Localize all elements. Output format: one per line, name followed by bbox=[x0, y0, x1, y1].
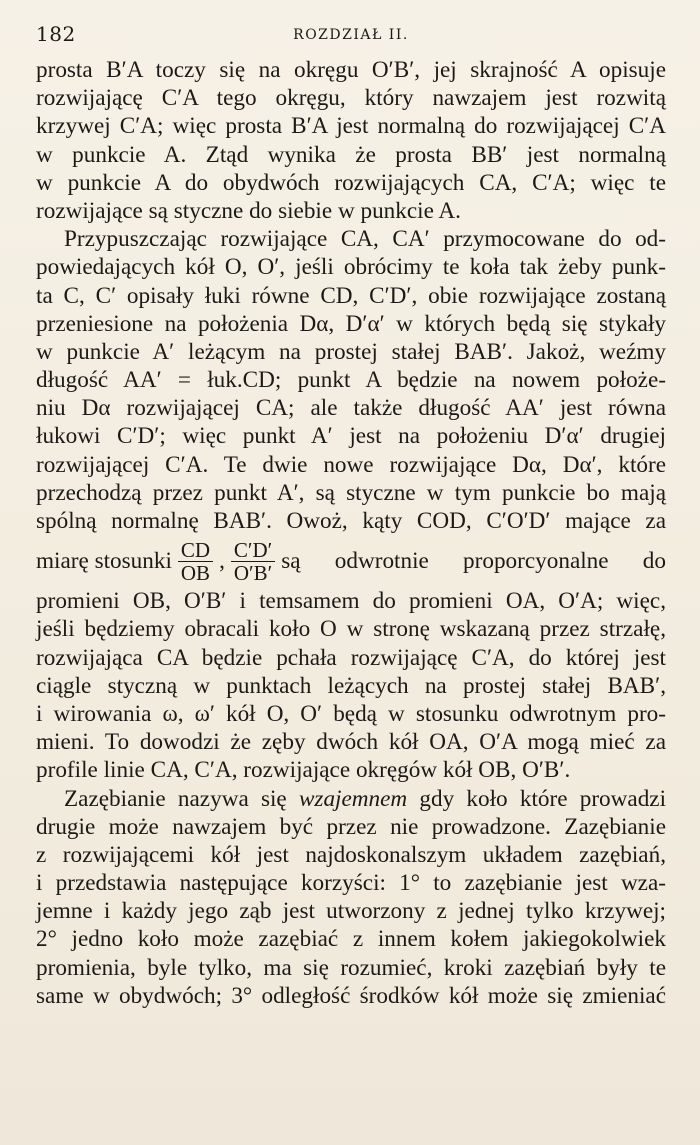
fraction-c1d1-o1b1 bbox=[231, 539, 275, 584]
text-line: same w obydwóch; 3° odległość środków kół może się zmieniać bbox=[36, 982, 666, 1009]
text-line: w punkcie A′ leżącym na prostej stałej BAB′. Jakoż, weźmy bbox=[36, 338, 666, 365]
emphasis-term: wzajemnem bbox=[298, 785, 408, 812]
text-line: promieni OB, O′B′ i temsamem do promieni OA, O′A; więc, bbox=[36, 588, 666, 615]
fraction-cd-ob bbox=[178, 539, 213, 584]
fraction-numerator: C′D′ bbox=[233, 537, 273, 562]
text-line: prosta B′A toczy się na okręgu O′B′, jej skrajność A opisuje bbox=[36, 57, 666, 83]
running-head: ROZDZIAŁ II. bbox=[293, 27, 409, 43]
text-line: spólną normalnę BAB′. Owoż, kąty COD, C′O′D′ mające za bbox=[36, 508, 666, 534]
text-line: długość AA′ = łuk.CD; punkt A będzie na nowem położe- bbox=[36, 367, 666, 394]
text-line: 2° jedno koło może zazębiać z innem kołem jakiegokolwiek bbox=[36, 926, 666, 953]
text-line: rozwijającej C′A. Te dwie nowe rozwijające Dα, Dα′, które bbox=[36, 451, 666, 478]
text-line: mieni. To dowodzi że zęby dwóch kół OA, O′A mogą mieć za bbox=[36, 729, 666, 756]
fraction-line-lead: miarę stosunki bbox=[36, 548, 172, 575]
text-fragment: Zazębianie nazywa się bbox=[64, 785, 287, 812]
fraction-line-tail: są odwrotnie proporcyonalne do bbox=[281, 548, 666, 575]
text-line: rozwijająca CA będzie pchała rozwijającę C′A, do której jest bbox=[36, 644, 666, 671]
text-line: i przedstawia następujące korzyści: 1° to zazębianie jest wza- bbox=[36, 870, 666, 897]
text-line: krzywej C′A; więc prosta B′A jest normalną do rozwijającej C′A bbox=[36, 113, 666, 140]
text-line: łukowi C′D′; więc punkt A′ jest na położeniu D′α′ drugiej bbox=[36, 423, 666, 450]
body-text bbox=[36, 56, 666, 1010]
text-line: jemne i każdy jego ząb jest utworzony z jednej tylko krzywej; bbox=[36, 898, 666, 925]
text-line: przeniesione na położenia Dα, D′α′ w których będą się stykały bbox=[36, 310, 666, 337]
text-line: ciągle styczną w punktach leżących na prostej stałej BAB′, bbox=[36, 672, 666, 699]
fraction-line bbox=[36, 535, 666, 587]
text-line: i wirowania ω, ω′ kół O, O′ będą w stosunku odwrotnym pro- bbox=[36, 700, 666, 727]
text-line: ta C, C′ opisały łuki równe CD, C′D′, obie rozwijające zostaną bbox=[36, 282, 666, 309]
text-line: rozwijającę C′A tego okręgu, który nawzajem jest rozwitą bbox=[36, 85, 666, 112]
text-line-with-emphasis bbox=[36, 785, 666, 813]
text-line: przechodzą przez punkt A′, są styczne w tym punkcie bo mają bbox=[36, 479, 666, 506]
text-line: niu Dα rozwijającej CA; ale także długość AA′ jest równa bbox=[36, 395, 666, 422]
fraction-separator: , bbox=[219, 548, 225, 575]
text-line: jeśli będziemy obracali koło O w stronę wskazaną przez strzałę, bbox=[36, 616, 666, 643]
text-line: rozwijające są styczne do siebie w punkcie A. bbox=[36, 197, 461, 224]
text-line: promienia, byle tylko, ma się rozumieć, kroki zazębiań były te bbox=[36, 954, 666, 981]
text-line: powiedających kół O, O′, jeśli obrócimy te koła tak żeby punk- bbox=[36, 254, 666, 281]
fraction-denominator: OB bbox=[178, 561, 213, 584]
text-fragment: gdy koło które prowadzi bbox=[419, 785, 667, 812]
fraction-numerator: CD bbox=[180, 537, 211, 562]
text-line: Przypuszczając rozwijające CA, CA′ przymocowane do od- bbox=[64, 226, 666, 253]
text-line: z rozwijającemi kół jest najdoskonalszym układem zazębiań, bbox=[36, 841, 666, 868]
page-header bbox=[36, 18, 666, 56]
text-line: profile linie CA, C′A, rozwijające okręgów kół OB, O′B′. bbox=[36, 757, 571, 784]
text-line: drugie może nawzajem być przez nie prowadzone. Zazębianie bbox=[36, 813, 666, 840]
fraction-denominator: O′B′ bbox=[231, 561, 275, 584]
text-line: w punkcie A do obydwóch rozwijających CA, C′A; więc te bbox=[36, 169, 666, 196]
text-line: w punkcie A. Ztąd wynika że prosta BB′ jest normalną bbox=[36, 141, 666, 168]
page-number: 182 bbox=[36, 22, 76, 46]
